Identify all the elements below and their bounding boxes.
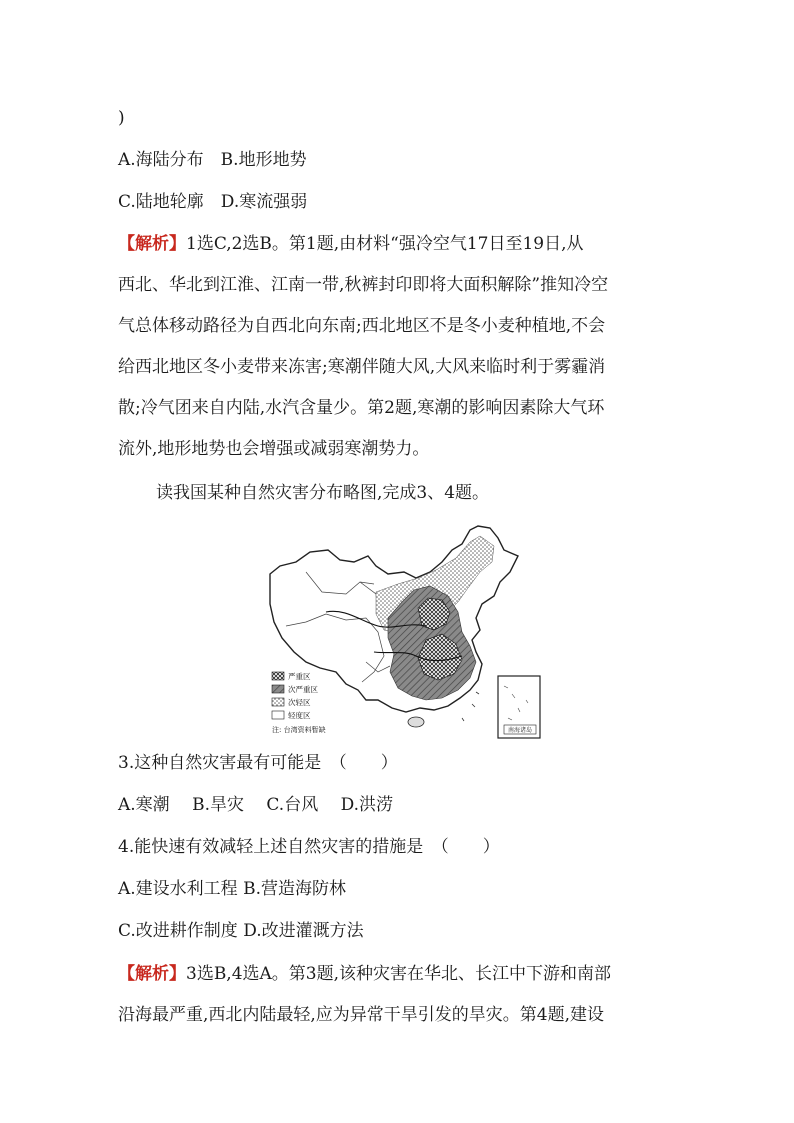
legend-light: 轻度区 — [288, 711, 311, 720]
hainan-island — [408, 717, 424, 727]
china-disaster-map — [266, 522, 544, 740]
q2-close-paren: ) — [118, 108, 125, 128]
analysis-tag: 【解析】 — [118, 964, 186, 984]
analysis1-line1-text: 1选C,2选B。第1题,由材料“强冷空气17日至19日,从 — [186, 234, 584, 254]
inset-label: 南海诸岛 — [507, 727, 533, 734]
analysis1-line1 — [118, 233, 584, 255]
legend-minor: 次轻区 — [288, 698, 311, 707]
legend-secondary-severe: 次严重区 — [288, 685, 318, 694]
q4-stem: 4.能快速有效减轻上述自然灾害的措施是 （ ） — [118, 837, 500, 857]
small-islands — [462, 692, 479, 721]
analysis1-line5: 散;冷气团来自内陆,水汽含量少。第2题,寒潮的影响因素除大气环 — [118, 398, 605, 418]
analysis1-line4: 给西北地区冬小麦带来冻害;寒潮伴随大风,大风来临时利于雾霾消 — [118, 357, 606, 377]
map-legend — [272, 671, 326, 734]
q2-options-line1: A.海陆分布 B.地形地势 — [118, 150, 307, 170]
intro-text: 读我国某种自然灾害分布略图,完成3、4题。 — [156, 483, 490, 503]
q3-stem: 3.这种自然灾害最有可能是 （ ） — [118, 753, 398, 773]
analysis2-line1 — [118, 963, 611, 985]
map-note: 注: 台湾资料暂缺 — [272, 726, 326, 734]
analysis2-line1-text: 3选B,4选A。第3题,该种灾害在华北、长江中下游和南部 — [186, 964, 612, 984]
analysis2-line2: 沿海最严重,西北内陆最轻,应为异常干旱引发的旱灾。第4题,建设 — [118, 1005, 605, 1025]
q3-options: A.寒潮 B.旱灾 C.台风 D.洪涝 — [118, 795, 394, 815]
q2-options-line2: C.陆地轮廓 D.寒流强弱 — [118, 192, 308, 212]
analysis1-line6: 流外,地形地势也会增强或减弱寒潮势力。 — [118, 439, 430, 459]
analysis1-line3: 气总体移动路径为自西北向东南;西北地区不是冬小麦种植地,不会 — [118, 316, 606, 336]
legend-severe: 严重区 — [288, 672, 311, 681]
analysis-tag: 【解析】 — [118, 234, 186, 254]
q4-options-line1: A.建设水利工程 B.营造海防林 — [118, 879, 346, 899]
analysis1-line2: 西北、华北到江淮、江南一带,秋裤封印即将大面积解除”推知冷空 — [118, 275, 609, 295]
q4-options-line2: C.改进耕作制度 D.改进灌溉方法 — [118, 921, 364, 941]
